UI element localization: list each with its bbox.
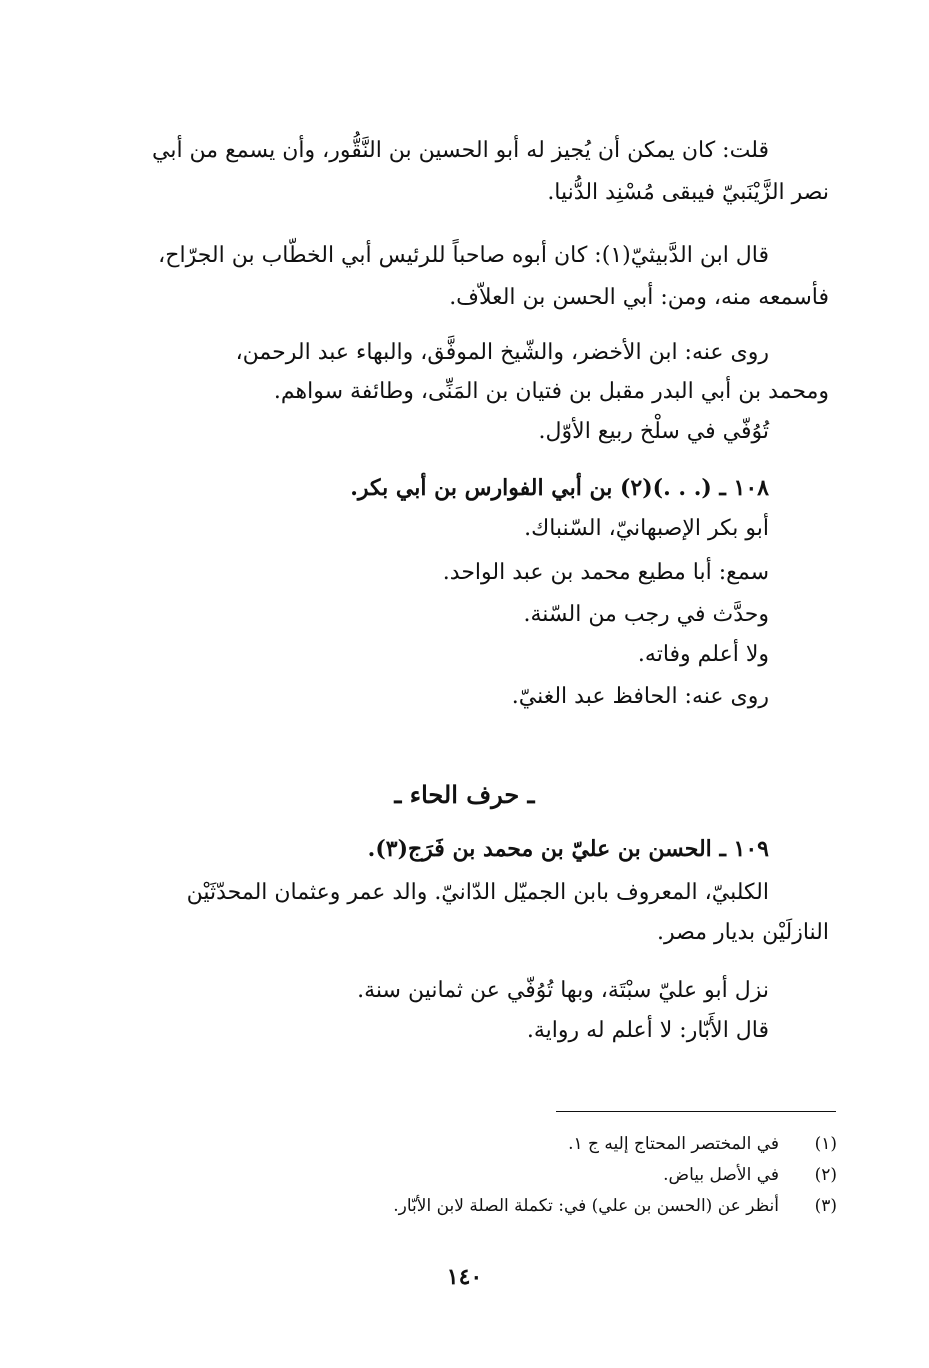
footnote-number: (١) [814,1134,837,1154]
text-line: الكلبيّ، المعروف بابن الجميّل الدّانيّ. والد عمر وعثمان المحدّثَيْن [186,880,769,905]
text-line: قال الأَبّار: لا أعلم له رواية. [526,1018,769,1043]
text-line: قال ابن الدَّبيثيّ(١): كان أبوه صاحباً للرئيس أبي الخطّاب بن الجرّاح، [158,243,769,268]
text-line: أبو بكر الإصبهانيّ، السّنباك. [524,516,769,541]
page-number: ١٤٠ [446,1264,483,1290]
footnote-separator [556,1111,836,1112]
text-line: نزل أبو عليّ سبْتَة، وبها تُوُفّي عن ثمانين سنة. [357,978,769,1003]
footnote-text: في المختصر المحتاج إليه ج ١. [568,1134,779,1154]
footnote-number: (٢) [814,1165,837,1185]
text-line: ومحمد بن أبي البدر مقبل بن فتيان بن المَنِّى، وطائفة سواهم. [273,379,829,404]
text-line: نصر الزَّيْنَبيّ فيبقى مُسْنِد الدُّنيا. [547,180,829,205]
entry-title: ١٠٨ ـ (. . .)(٢) بن أبي الفوارس بن أبي بكر. [350,475,769,501]
text-line: روى عنه: ابن الأخضر، والشّيخ الموفَّق، والبهاء عبد الرحمن، [235,340,769,365]
footnote-number: (٣) [814,1196,837,1216]
footnote-text: في الأصل بياض. [663,1165,779,1185]
text-line: تُوُفّي في سلْخ ربيع الأوّل. [538,419,769,444]
text-line: روى عنه: الحافظ عبد الغنيّ. [511,684,769,709]
text-line: النازلَيْن بديار مصر. [657,920,829,945]
text-line: فأسمعه منه، ومن: أبي الحسن بن العلاّف. [449,285,829,310]
text-line: ولا أعلم وفاته. [637,642,769,667]
entry-title: ١٠٩ ـ الحسن بن عليّ بن محمد بن فَرَج(٣). [367,836,769,862]
section-heading: ـ حرف الحاء ـ [394,780,535,809]
text-line: قلت: كان يمكن أن يُجيز له أبو الحسين بن النَّقُّور، وأن يسمع من أبي [151,138,769,163]
text-line: سمع: أبا مطيع محمد بن عبد الواحد. [442,560,769,585]
footnote-text: أنظر عن (الحسن بن علي) في: تكملة الصلة لابن الأبّار. [393,1196,779,1216]
text-line: وحدَّث في رجب من السّنة. [523,602,769,627]
